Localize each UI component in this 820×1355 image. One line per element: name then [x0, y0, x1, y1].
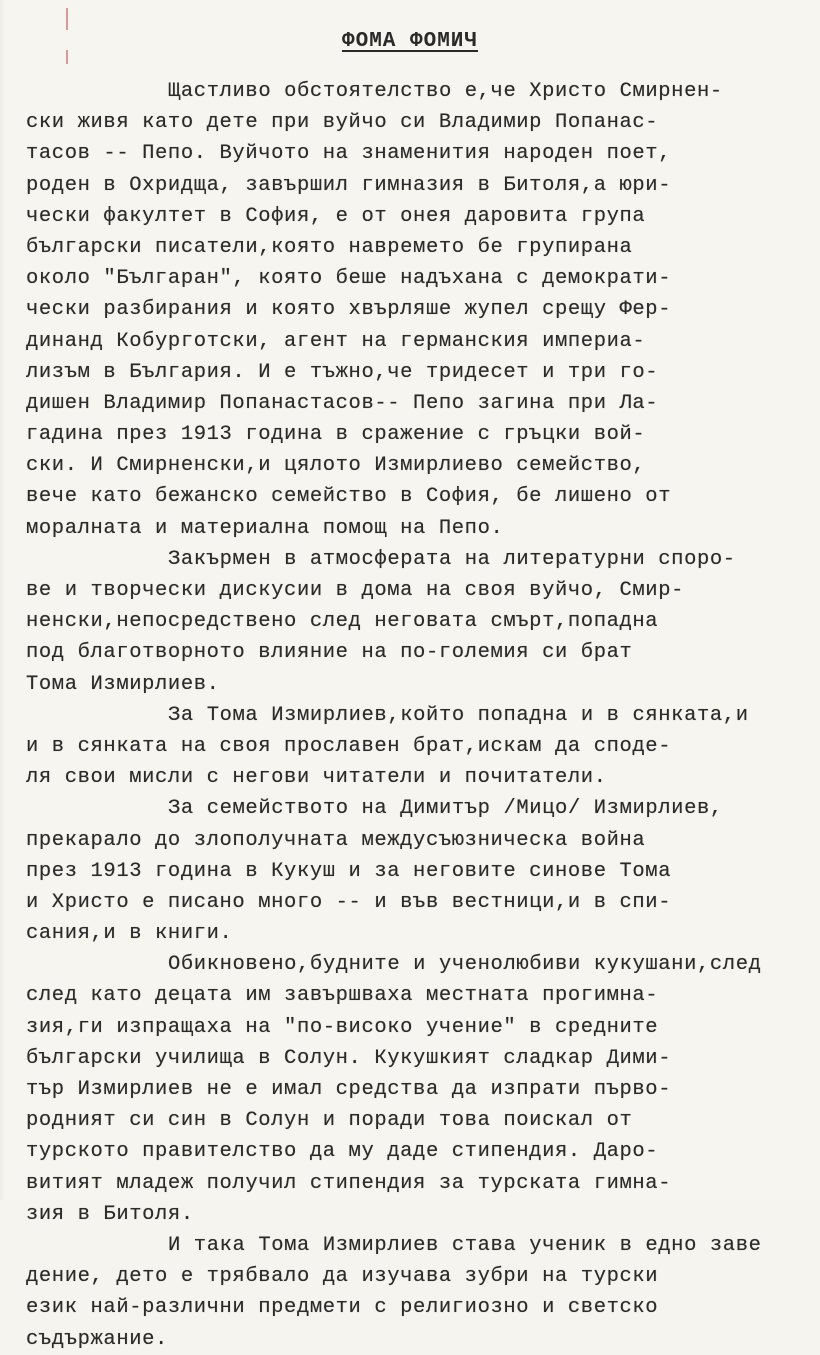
text-line: ненски,непосредствено след неговата смърт,попадна: [26, 610, 659, 634]
body-text: [26, 76, 808, 1355]
paragraph-first-line: За Тома Измирлиев,който попадна и в сянката,и: [168, 703, 749, 727]
text-line: лизъм в България. И е тъжно,че тридесет и три го-: [26, 360, 659, 384]
text-line: роден в Охридща, завършил гимназия в Битоля,а юри-: [26, 173, 672, 197]
text-line: съдържание.: [26, 1327, 168, 1351]
paragraph-first-line: Обикновено,будните и ученолюбиви кукушани,след: [168, 953, 762, 977]
text-line: чески разбирания и която хвърляше жупел срещу Фер-: [26, 298, 672, 322]
text-line: прекарало до злополучната междусъюзническа война: [26, 828, 646, 852]
text-line: турското правителство да му даде стипендия. Даро-: [26, 1140, 659, 1164]
document-title: ФОМА ФОМИЧ: [341, 30, 479, 53]
text-line: сания,и в книги.: [26, 922, 233, 946]
margin-mark: [66, 8, 68, 30]
text-line: зия в Битоля.: [26, 1202, 194, 1226]
text-line: вече като бежанско семейство в София, бе лишено от: [26, 485, 672, 509]
text-line: български писатели,която навремето бе групирана: [26, 235, 633, 259]
text-line: Тома Измирлиев.: [26, 672, 220, 696]
text-line: дение, дето е трябвало да изучава зубри на турски: [26, 1265, 659, 1289]
text-line: чески факултет в София, е от онея даровита група: [26, 204, 646, 228]
text-line: ски живя като дете при вуйчо си Владимир Попанас-: [26, 111, 659, 135]
paragraph-first-line: И така Тома Измирлиев става ученик в едно заве: [168, 1233, 762, 1257]
paragraph-first-line: Закърмен в атмосферата на литературни споро-: [168, 547, 736, 571]
text-line: родният си син в Солун и поради това поискал от: [26, 1109, 633, 1133]
text-line: под благотворното влияние на по-големия си брат: [26, 641, 633, 665]
text-line: зия,ги изпращаха на "по-високо учение" в средните: [26, 1015, 659, 1039]
text-line: моралната и материална помощ на Пепо.: [26, 516, 504, 540]
text-line: български училища в Солун. Кукушкият сладкар Дими-: [26, 1046, 672, 1070]
paragraph-first-line: Щастливо обстоятелство е,че Христо Смирнен-: [168, 80, 723, 103]
text-line: динанд Кобурготски, агент на германския империа-: [26, 329, 646, 353]
text-line: витият младеж получил стипендия за турската гимна-: [26, 1171, 672, 1195]
text-line: ля свои мисли с негови читатели и почитатели.: [26, 766, 607, 790]
text-line: език най-различни предмети с религиозно и светско: [26, 1296, 659, 1320]
paragraph-first-line: За семейството на Димитър /Мицо/ Измирлиев,: [168, 797, 723, 821]
text-line: гадина през 1913 година в сражение с гръцки вой-: [26, 423, 646, 447]
text-line: дишен Владимир Попанастасов-- Пепо загина при Ла-: [26, 391, 659, 415]
text-line: след като децата им завършваха местната прогимна-: [26, 984, 659, 1008]
text-line: тасов -- Пепо. Вуйчото на знаменития народен поет,: [26, 142, 672, 166]
text-line: тър Измирлиев не е имал средства да изпрати първо-: [26, 1078, 672, 1101]
text-line: ве и творчески дискусии в дома на своя вуйчо, Смир-: [26, 579, 685, 602]
text-line: през 1913 година в Кукуш и за неговите синове Тома: [26, 859, 672, 883]
text-line: и в сянката на своя прославен брат,искам да споде-: [26, 734, 672, 758]
text-line: ски. И Смирненски,и цялото Измирлиево семейство,: [26, 454, 646, 478]
text-line: около "Българан", която беше надъхана с демократи-: [26, 267, 672, 291]
text-line: и Христо е писано много -- и във вестници,и в спи-: [26, 890, 672, 914]
